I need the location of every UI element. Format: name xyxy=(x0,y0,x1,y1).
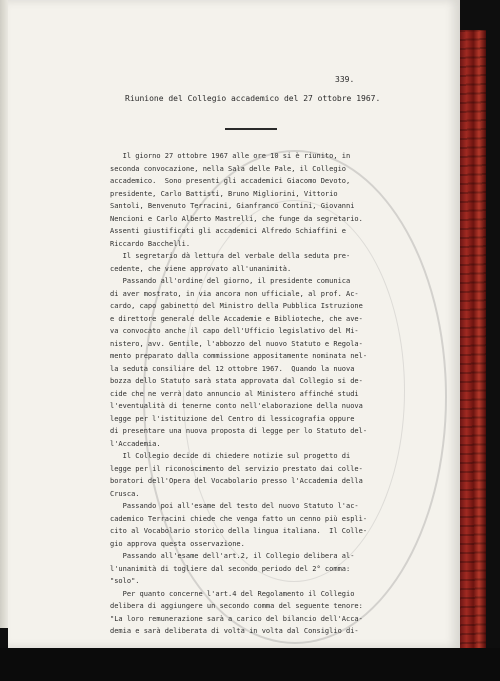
text-line: bozza dello Statuto sarà stata approvata dal Collegio si de- xyxy=(110,377,363,385)
text-line: boratori dell'Opera del Vocabolario presso l'Accademia della xyxy=(110,477,363,485)
text-line: seconda convocazione, nella Sala delle Pale, il Collegio xyxy=(110,164,347,173)
text-line: Passando poi all'esame del testo del nuovo Statuto l'ac- xyxy=(110,502,359,510)
bottom-background xyxy=(0,648,500,681)
text-line: cademico Terracini chiede che venga fatto un cenno più esplì- xyxy=(110,514,368,523)
text-line: presidente, Carlo Battisti, Bruno Migliorini, Vittorio xyxy=(110,189,338,198)
body-text xyxy=(110,150,400,638)
text-line: e direttore generale delle Accademie e Biblioteche, che ave- xyxy=(110,314,363,323)
text-line: l'Accademia. xyxy=(110,439,161,448)
text-line: cide che ne verrà dato annuncio al Ministero affinché studi xyxy=(110,389,359,398)
text-line: gio approva questa osservazione. xyxy=(110,539,245,548)
text-line: Passando all'ordine del giorno, il presidente comunica xyxy=(110,277,351,285)
text-line: demia e sarà deliberata di volta in volta dal Consiglio di- xyxy=(110,627,359,635)
text-line: Santoli, Benvenuto Terracini, Gianfranco Contini, Giovanni xyxy=(110,202,355,210)
text-line: legge per l'istituzione del Centro di lessicografia oppure xyxy=(110,414,355,423)
text-line: Il Collegio decide di chiedere notizie sul progetto di xyxy=(110,452,351,460)
text-line: Assenti giustificati gli accademici Alfredo Schiaffini e xyxy=(110,227,347,235)
text-line: "La loro remunerazione sarà a carico del bilancio dell'Acca- xyxy=(110,614,363,623)
text-line: mento preparato dalla commissione appositamente nominata nel- xyxy=(110,352,368,360)
text-line: Nencioni e Carlo Alberto Mastrelli, che funge da segretario. xyxy=(110,214,363,223)
text-line: "solo". xyxy=(110,577,140,585)
text-line: Crusca. xyxy=(110,489,140,498)
text-line: l'unanimità di togliere dal secondo periodo del 2° comma: xyxy=(110,564,351,573)
text-line: accademico. Sono presenti gli accademici Giacomo Devoto, xyxy=(110,177,351,185)
text-line: di aver mostrato, in via ancora non ufficiale, al prof. Ac- xyxy=(110,289,359,298)
text-line: cedente, che viene approvato all'unanimità. xyxy=(110,264,292,273)
text-line: Passando all'esame dell'art.2, il Collegio delibera al- xyxy=(110,552,355,560)
title-rule xyxy=(225,128,277,130)
text-line: Il segretario dà lettura del verbale della seduta pre- xyxy=(110,252,351,260)
text-line: la seduta consiliare del 12 ottobre 1967. Quando la nuova xyxy=(110,364,355,373)
page-title: Riunione del Collegio accademico del 27 ottobre 1967. xyxy=(125,94,381,103)
text-line: di presentare una nuova proposta di legge per lo Statuto del- xyxy=(110,427,368,435)
text-line: Per quanto concerne l'art.4 del Regolamento il Collegio xyxy=(110,589,355,598)
text-line: legge per il riconoscimento del servizio prestato dai colle- xyxy=(110,464,363,473)
text-line: nistero, avv. Gentile, l'abbozzo del nuovo Statuto e Regola- xyxy=(110,339,363,348)
text-line: delibera di aggiungere un secondo comma del seguente tenore: xyxy=(110,602,363,610)
text-line: Riccardo Bacchelli. xyxy=(110,239,191,248)
text-line: Il giorno 27 ottobre 1967 alle ore 10 si è riunito, in xyxy=(110,152,351,160)
text-line: cito al Vocabolario storico della lingua italiana. Il Colle- xyxy=(110,527,368,535)
text-line: cardo, capo gabinetto del Ministro della Pubblica Istruzione xyxy=(110,302,363,310)
page-number: 339. xyxy=(335,75,355,84)
text-line: l'eventualità di tenerne conto nell'elaborazione della nuova xyxy=(110,402,363,410)
text-line: va convocato anche il capo dell'Ufficio legislativo del Mi- xyxy=(110,327,359,335)
